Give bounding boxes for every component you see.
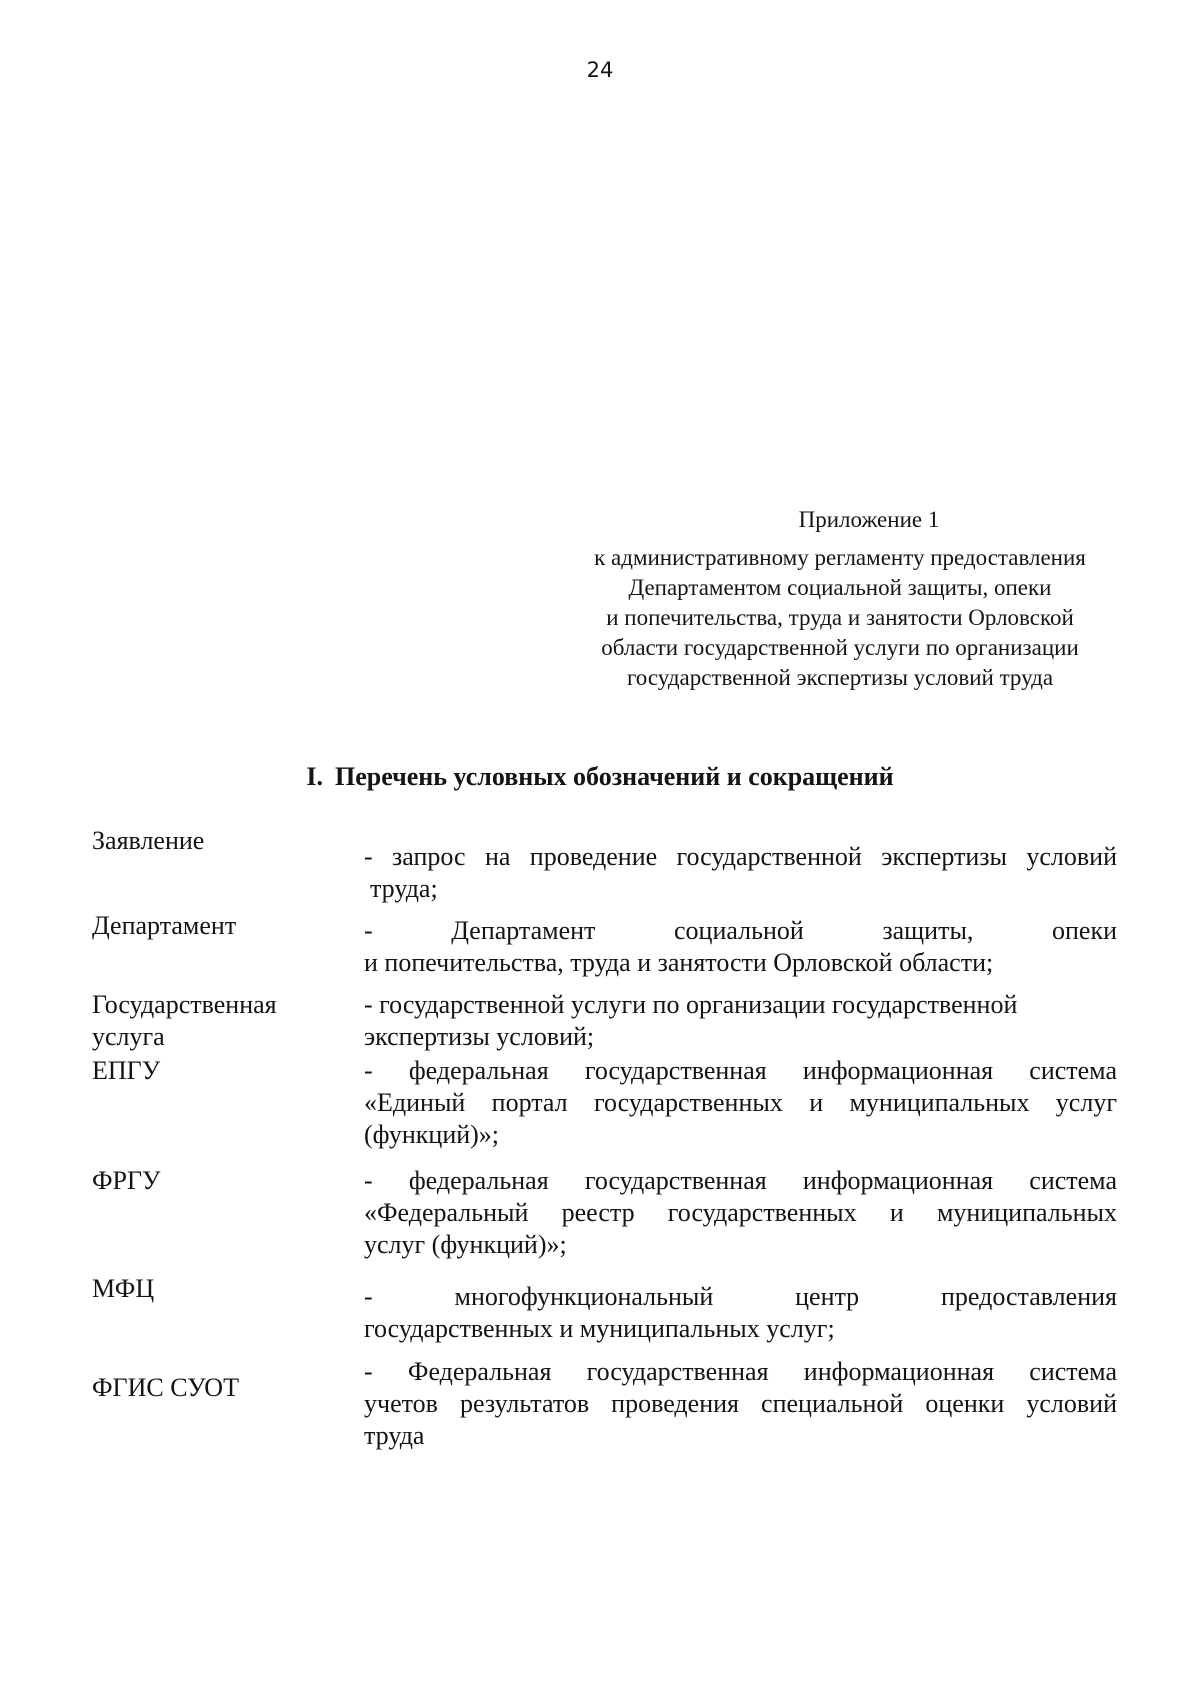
definition-line: - запрос на проведение государственной экспертизы условий <box>364 842 1117 871</box>
appendix-line: Департаментом социальной защиты, опеки <box>628 575 1052 600</box>
definition-line: услуг (функций)»; <box>364 1230 567 1259</box>
term-line: Государственная <box>92 990 277 1019</box>
section-title-text: Перечень условных обозначений и сокращений <box>334 762 894 791</box>
term-line: ЕПГУ <box>92 1056 161 1085</box>
definition-line: государственных и муниципальных услуг; <box>364 1314 835 1343</box>
page-number: 24 <box>586 58 614 82</box>
appendix-line: и попечительства, труда и занятости Орловской <box>606 605 1074 630</box>
term-line: услуга <box>92 1022 165 1051</box>
term-line: Заявление <box>92 826 205 855</box>
definition-line: «Федеральный реестр государственных и муниципальных <box>364 1198 1117 1227</box>
definition-epgu <box>364 1055 1117 1151</box>
term-gosudarstvennaya-usluga <box>92 989 277 1053</box>
definition-line: - федеральная государственная информационная система <box>364 1056 1117 1085</box>
appendix-title: Приложение 1 <box>798 507 940 532</box>
term-fgis-suot <box>92 1372 239 1404</box>
term-departament <box>92 910 236 942</box>
term-line: Департамент <box>92 911 237 940</box>
definition-line: учетов результатов проведения специальной оценки условий <box>364 1389 1117 1418</box>
section-title <box>0 762 1200 792</box>
term-mfc <box>92 1273 154 1305</box>
definition-line: труда; <box>370 874 438 903</box>
appendix-block <box>560 507 1120 693</box>
section-number: I. <box>306 762 323 791</box>
definition-zayavlenie <box>364 841 1117 905</box>
term-line: ФГИС СУОТ <box>92 1373 239 1402</box>
definition-line: - многофункциональный центр предоставления <box>364 1282 1117 1311</box>
appendix-line: к административному регламенту предоставления <box>594 545 1086 570</box>
appendix-line: государственной экспертизы условий труда <box>626 665 1054 690</box>
definition-line: - федеральная государственная информационная система <box>364 1166 1117 1195</box>
definition-line: и попечительства, труда и занятости Орловской области; <box>364 948 994 977</box>
definition-line: «Единый портал государственных и муниципальных услуг <box>364 1088 1117 1117</box>
definition-line: (функций)»; <box>364 1120 500 1149</box>
definition-line: труда <box>364 1421 425 1450</box>
term-line: ФРГУ <box>92 1166 161 1195</box>
term-epgu <box>92 1055 160 1087</box>
definition-departament <box>364 915 1117 979</box>
term-line: МФЦ <box>92 1274 155 1303</box>
definition-line: экспертизы условий; <box>364 1022 595 1051</box>
definition-mfc <box>364 1281 1117 1345</box>
definition-fgis-suot <box>364 1356 1117 1452</box>
appendix-text <box>560 543 1120 693</box>
definition-line: - Департамент социальной защиты, опеки <box>364 916 1117 945</box>
definition-frgu <box>364 1165 1117 1261</box>
definition-line: - Федеральная государственная информационная система <box>364 1357 1117 1386</box>
term-zayavlenie <box>92 825 204 857</box>
definition-gosudarstvennaya-usluga <box>364 989 1117 1053</box>
term-frgu <box>92 1165 160 1197</box>
definition-line: - государственной услуги по организации государственной <box>364 990 1018 1019</box>
appendix-line: области государственной услуги по организации <box>601 635 1079 660</box>
